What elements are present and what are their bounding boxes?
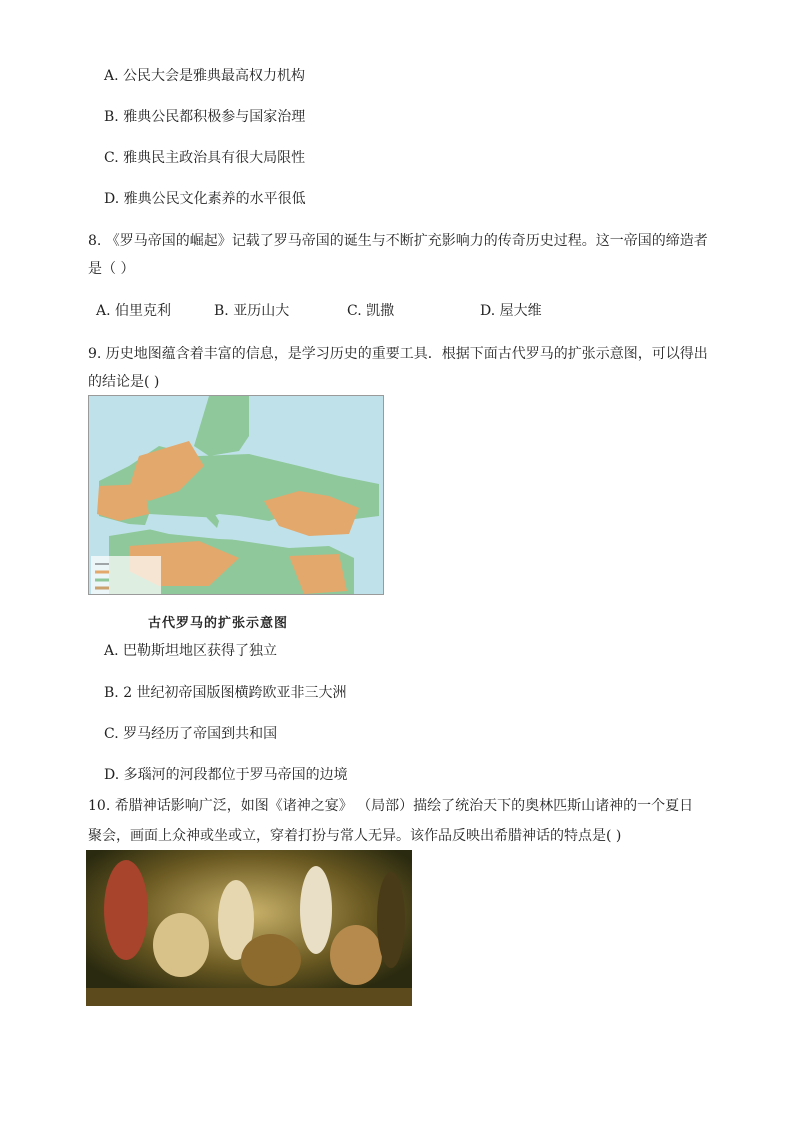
q9-option-c: C. 罗马经历了帝国到共和国 — [104, 726, 278, 742]
q8-stem-line2: 是（ ） — [88, 261, 135, 277]
q7-option-c: C. 雅典民主政治具有很大局限性 — [104, 150, 306, 166]
figure-seated — [241, 934, 301, 986]
figure-white — [300, 866, 332, 954]
figure-red — [104, 860, 148, 960]
q9-stem-line2: 的结论是( ) — [88, 374, 160, 390]
q8-option-a: A. 伯里克利 — [96, 303, 172, 319]
q8-option-b: B. 亚历山大 — [214, 303, 290, 319]
figure-far-right — [377, 872, 405, 968]
q7-option-d: D. 雅典公民文化素养的水平很低 — [104, 191, 306, 207]
q8-stem-line1: 8. 《罗马帝国的崛起》记载了罗马帝国的诞生与不断扩充影响力的传奇历史过程。这一帝国的缔造者 — [88, 233, 708, 249]
figure-left — [153, 913, 209, 977]
q9-stem-line1: 9. 历史地图蕴含着丰富的信息，是学习历史的重要工具．根据下面古代罗马的扩张示意图，可以得出 — [88, 346, 708, 362]
q10-stem-line1: 10. 希腊神话影响广泛，如图《诸神之宴》 （局部）描绘了统治天下的奥林匹斯山诸神的一个夏日 — [88, 798, 694, 814]
painting-graphic — [86, 850, 412, 1006]
q9-option-a: A. 巴勒斯坦地区获得了独立 — [104, 643, 278, 659]
map-graphic — [89, 396, 384, 595]
q10-stem-line2: 聚会，画面上众神或坐或立，穿着打扮与常人无异。该作品反映出希腊神话的特点是( ) — [88, 828, 622, 844]
figure-right — [330, 925, 382, 985]
q9-option-b: B. 2 世纪初帝国版图横跨欧亚非三大洲 — [104, 685, 347, 701]
q7-option-b: B. 雅典公民都积极参与国家治理 — [104, 109, 306, 125]
feast-of-gods-painting — [86, 850, 412, 1006]
q7-option-a: A. 公民大会是雅典最高权力机构 — [104, 68, 306, 84]
q9-option-d: D. 多瑙河的河段都位于罗马帝国的边境 — [104, 767, 348, 783]
roman-expansion-map — [88, 395, 384, 595]
q8-option-d: D. 屋大维 — [480, 303, 542, 319]
map-iberia — [97, 484, 149, 521]
q8-option-c: C. 凯撒 — [347, 303, 395, 319]
map-caption: 古代罗马的扩张示意图 — [148, 616, 289, 631]
